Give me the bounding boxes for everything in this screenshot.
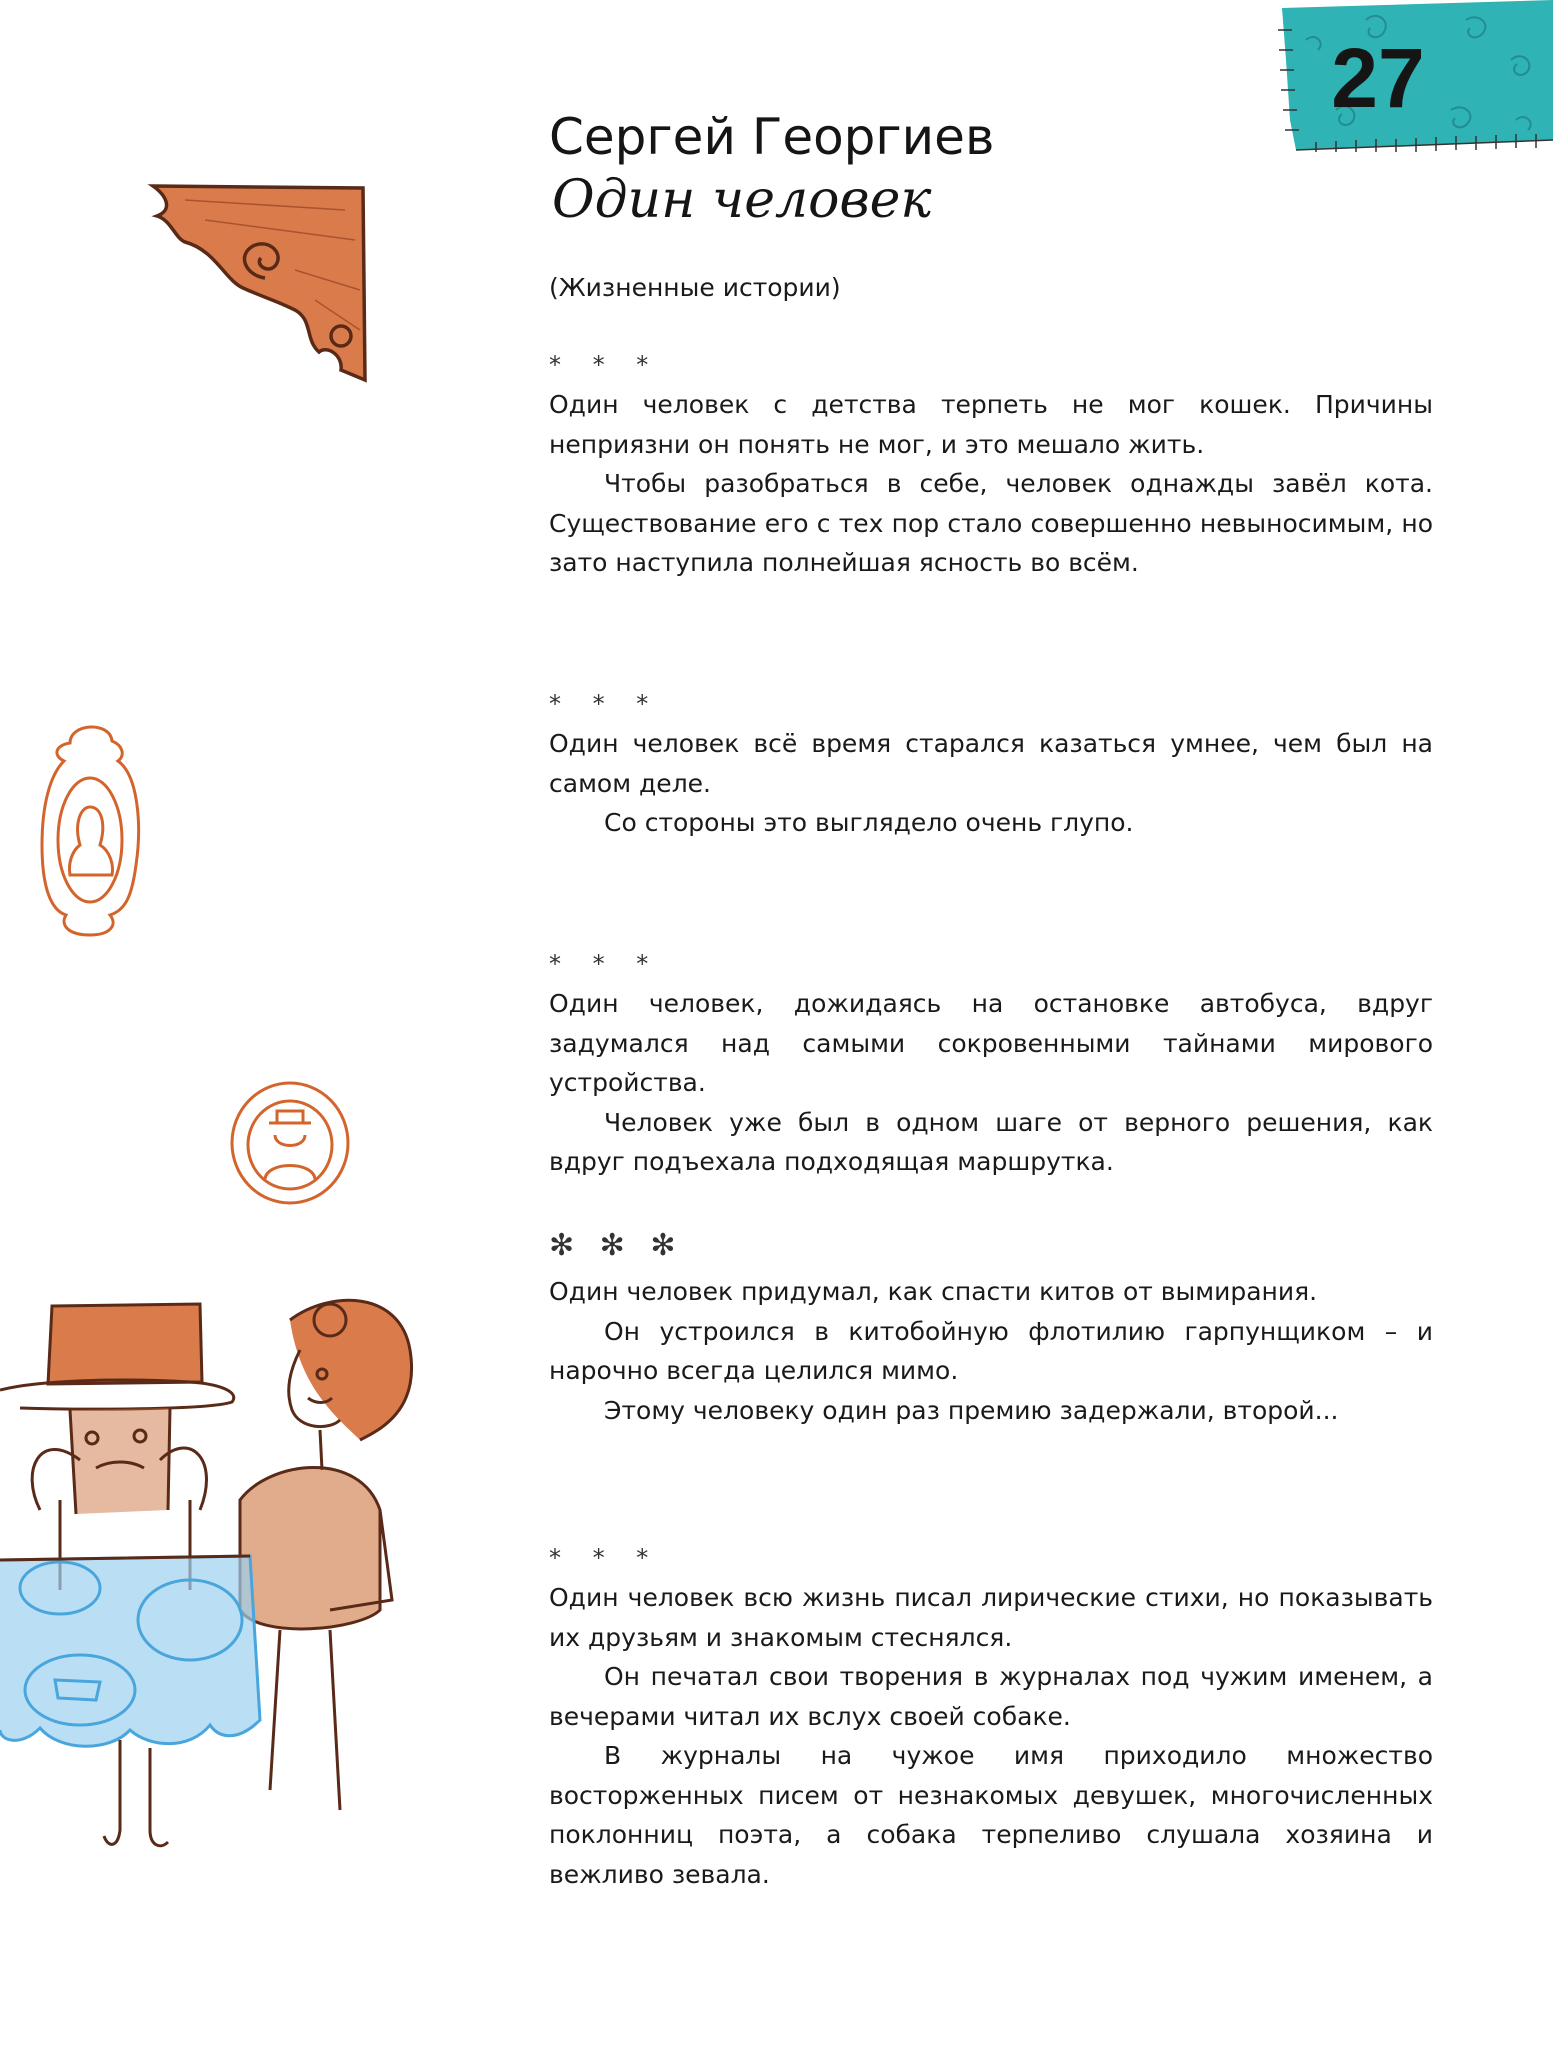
round-portrait-medallion-drawing xyxy=(225,1075,355,1210)
story-title: Один человек xyxy=(552,170,932,230)
story-1 xyxy=(549,345,1433,583)
carved-bracket-drawing xyxy=(145,180,375,385)
paragraph: Чтобы разобраться в себе, человек однажды завёл кота. Существование его с тех пор стало совершенно невыносимым, но зато наступила полнейшая ясность во всём. xyxy=(549,469,1433,577)
paragraph: Один человек всю жизнь писал лирические стихи, но показывать их друзьям и знакомым стеснялся. xyxy=(549,1583,1433,1652)
paragraph: Этому человеку один раз премию задержали, второй... xyxy=(604,1395,1339,1425)
paragraph: Со стороны это выглядело очень глупо. xyxy=(604,808,1134,837)
story-3 xyxy=(549,944,1433,1182)
story-5 xyxy=(549,1538,1433,1894)
section-separator: * * * xyxy=(549,1544,661,1572)
paragraph: Он печатал свои творения в журналах под чужим именем, а вечерами читал их вслух своей собаке. xyxy=(549,1662,1433,1731)
author-name: Сергей Георгиев xyxy=(549,108,995,166)
paragraph: Один человек всё время старался казаться умнее, чем был на самом деле. xyxy=(549,729,1433,798)
paragraph: Один человек с детства терпеть не мог кошек. Причины неприязни он понять не мог, и это мешало жить. xyxy=(549,390,1433,459)
section-separator: ✻ ✻ ✻ xyxy=(549,1228,684,1263)
page-number: 27 xyxy=(1331,31,1425,125)
story-2 xyxy=(549,684,1433,843)
paragraph: Он устроился в китобойную флотилию гарпунщиком – и нарочно всегда целился мимо. xyxy=(549,1316,1433,1385)
oval-portrait-frame-drawing xyxy=(30,715,150,945)
paragraph: Человек уже был в одном шаге от верного решения, как вдруг подъехала подходящая маршрутка. xyxy=(549,1107,1433,1176)
section-separator: * * * xyxy=(549,950,661,978)
paragraph: В журналы на чужое имя приходило множество восторженных писем от незнакомых девушек, многочисленных поклонниц поэта, а собака терпеливо слушала хозяина и вежливо зевала. xyxy=(549,1741,1433,1889)
subtitle: (Жизненные истории) xyxy=(549,273,841,302)
story-4 xyxy=(549,1226,1433,1430)
section-separator: * * * xyxy=(549,351,661,379)
couple-at-table-drawing xyxy=(0,1270,470,1865)
paragraph: Один человек, дожидаясь на остановке автобуса, вдруг задумался над самыми сокровенными тайнами мирового устройства. xyxy=(549,989,1433,1097)
paragraph: Один человек придумал, как спасти китов от вымирания. xyxy=(549,1277,1318,1306)
section-separator: * * * xyxy=(549,690,661,718)
